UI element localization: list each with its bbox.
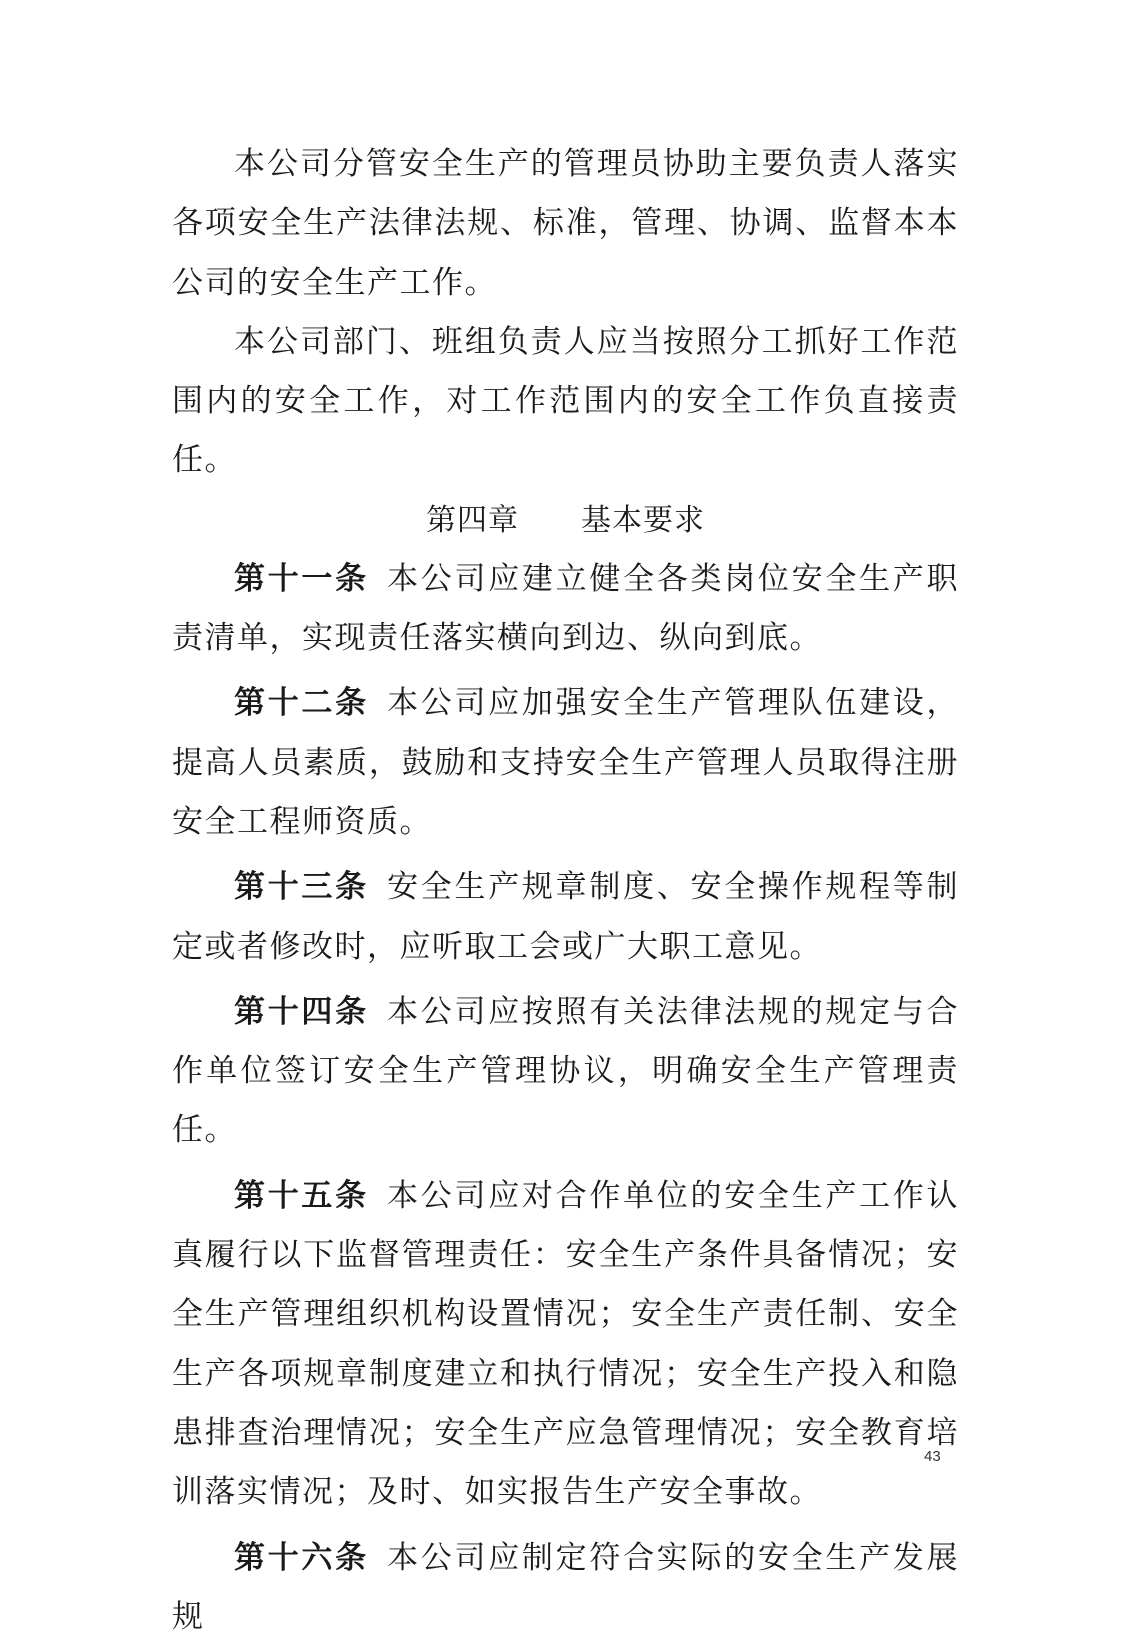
article-text: 本公司应对合作单位的安全生产工作认真履行以下监督管理责任：安全生产条件具备情况；安全生产管理组织机构设置情况；安全生产责任制、安全生产各项规章制度建立和执行情况；安全生产投入和隐患排查治理情况；安全生产应急管理情况；安全教育培训落实情况；及时、如实报告生产安全事故。 bbox=[172, 1177, 960, 1511]
article-number: 第十一条 bbox=[234, 560, 369, 597]
article-12 bbox=[172, 674, 959, 852]
article-number: 第十三条 bbox=[234, 869, 369, 906]
paragraph-1 bbox=[172, 135, 959, 313]
article-text: 本公司应加强安全生产管理队伍建设，提高人员素质，鼓励和支持安全生产管理人员取得注册安全工程师资质。 bbox=[172, 685, 960, 840]
article-text: 安全生产规章制度、安全操作规程等制定或者修改时，应听取工会或广大职工意见。 bbox=[172, 869, 960, 965]
chapter-heading: 第四章 基本要求 bbox=[426, 502, 705, 538]
article-11 bbox=[172, 550, 959, 669]
article-number: 第十四条 bbox=[234, 993, 369, 1030]
paragraph-text: 本公司部门、班组负责人应当按照分工抓好工作范围内的安全工作，对工作范围内的安全工作负直接责任。 bbox=[172, 323, 959, 479]
article-15 bbox=[172, 1167, 959, 1523]
article-14 bbox=[172, 983, 959, 1161]
article-13 bbox=[172, 858, 959, 977]
article-number: 第十二条 bbox=[234, 685, 369, 722]
page-number: 43 bbox=[924, 1448, 941, 1465]
article-16 bbox=[172, 1529, 959, 1647]
article-number: 第十六条 bbox=[234, 1539, 369, 1576]
article-number: 第十五条 bbox=[234, 1177, 369, 1214]
paragraph-2 bbox=[172, 313, 959, 491]
document-body bbox=[172, 135, 959, 1647]
article-text: 本公司应制定符合实际的安全生产发展规 bbox=[172, 1539, 960, 1635]
paragraph-text: 本公司分管安全生产的管理员协助主要负责人落实各项安全生产法律法规、标准，管理、协调、监督本本公司的安全生产工作。 bbox=[172, 146, 959, 301]
article-text: 本公司应建立健全各类岗位安全生产职责清单，实现责任落实横向到边、纵向到底。 bbox=[172, 560, 960, 657]
article-text: 本公司应按照有关法律法规的规定与合作单位签订安全生产管理协议，明确安全生产管理责任。 bbox=[172, 993, 960, 1149]
